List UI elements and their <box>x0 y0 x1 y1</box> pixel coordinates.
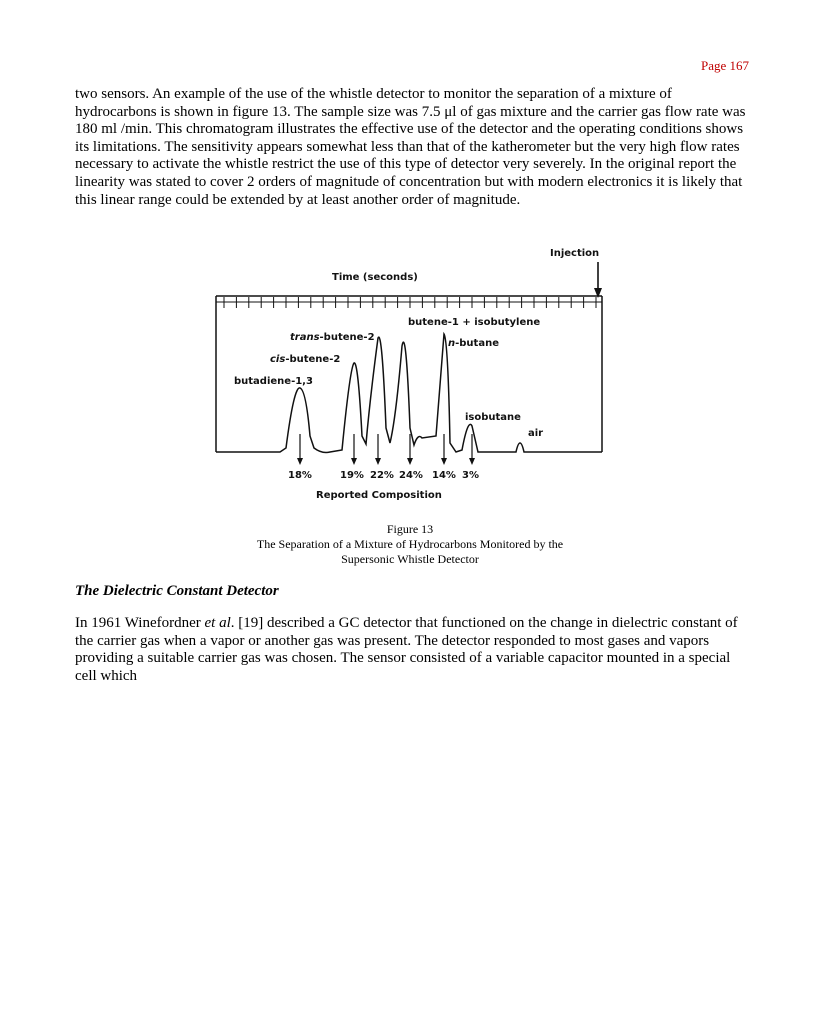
peak-butadiene-label: butadiene-1,3 <box>234 376 313 387</box>
section-heading: The Dielectric Constant Detector <box>75 583 279 599</box>
composition-trans-butene: 22% <box>370 470 394 481</box>
figure-caption <box>160 522 660 567</box>
caption-line-1: Figure 13 <box>386 522 434 536</box>
injection-label: Injection <box>550 248 600 259</box>
peak-n-butane-label <box>448 338 499 349</box>
composition-arrows <box>297 434 475 465</box>
n-suffix: -butane <box>455 338 499 349</box>
composition-n-butane: 14% <box>432 470 456 481</box>
time-axis-label: Time (seconds) <box>332 272 418 283</box>
trans-suffix: -butene-2 <box>319 332 375 343</box>
peak-trans-butene-label <box>290 332 375 343</box>
chromatogram-trace <box>216 334 602 453</box>
composition-butadiene: 18% <box>288 470 312 481</box>
body-paragraph-2 <box>75 615 750 685</box>
page-number: Page 167 <box>700 58 749 73</box>
composition-butene1: 24% <box>399 470 423 481</box>
para2-etal: et al <box>204 615 231 631</box>
n-prefix: n <box>448 338 456 349</box>
reported-composition-label: Reported Composition <box>316 490 442 501</box>
para2-text-after: . [19] described a GC detector that functioned on the change in dielectric constant of the carrier gas when a vapor or another gas was present. The detector responded to most gases and vapors providing a suitable carrier gas was chosen. The sensor consisted of a variable capacitor mounted in a special cell which <box>75 615 738 684</box>
chromatogram-svg <box>210 238 620 518</box>
composition-isobutane: 3% <box>462 470 479 481</box>
para2-text-before: In 1961 Winefordner <box>75 615 205 631</box>
cis-prefix: cis <box>270 354 286 365</box>
peak-butene1-label: butene-1 + isobutylene <box>408 317 541 328</box>
peak-isobutane-label: isobutane <box>465 412 521 423</box>
caption-line-3: Supersonic Whistle Detector <box>341 552 479 566</box>
composition-cis-butene: 19% <box>340 470 364 481</box>
cis-suffix: -butene-2 <box>285 354 341 365</box>
body-paragraph-1: two sensors. An example of the use of the whistle detector to monitor the separation of a mixture of hydrocarbons is shown in figure 13. The sample size was 7.5 μl of gas mixture and the carrier gas flow rate was 180 ml /min. This chromatogram illustrates the effective use of the detector and the operating conditions shows its limitations. The sensitivity appears somewhat less than that of the katherometer but the very high flow rates necessary to activate the whistle restrict the use of this type of detector very severely. In the original report the linearity was stated to cover 2 orders of magnitude of concentration but with modern electronics it is likely that this linear range could be extended by at least another order of magnitude. <box>75 86 746 208</box>
peak-cis-butene-label <box>270 354 340 365</box>
figure-13-chromatogram <box>210 238 620 518</box>
trans-prefix: trans <box>290 332 320 343</box>
caption-line-2: The Separation of a Mixture of Hydrocarbons Monitored by the <box>256 537 564 551</box>
peak-air-label: air <box>528 428 544 439</box>
